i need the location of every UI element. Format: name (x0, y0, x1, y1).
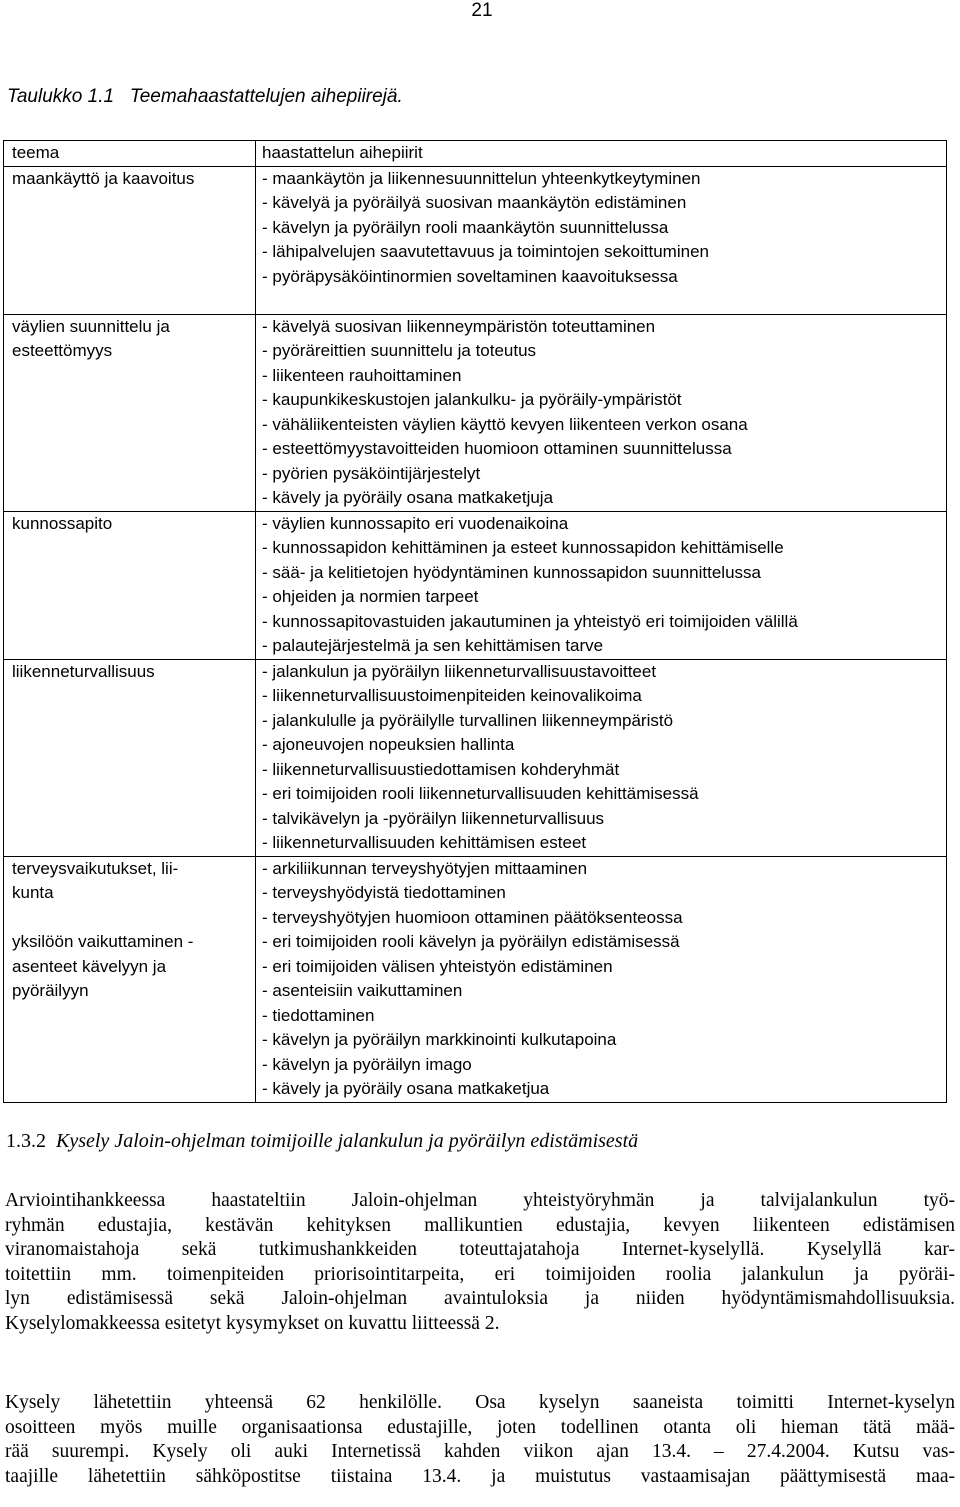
paragraph-line: viranomaistahoja sekä tutkimushankkeiden toteuttajatahoja Internet-kyselyllä. Kyselyllä kar- (5, 1239, 955, 1261)
topic-item: - kävelyn ja pyöräilyn rooli maankäytön suunnittelussa (262, 217, 669, 237)
theme-line: pyöräilyyn (12, 981, 89, 1000)
topic-item: - eri toimijoiden rooli kävelyn ja pyöräilyn edistämisessä (262, 932, 680, 951)
topic-item: - ohjeiden ja normien tarpeet (262, 587, 479, 606)
topic-item: - kävely ja pyöräily osana matkaketjua (262, 1079, 550, 1098)
header-topics: haastattelun aihepiirit (256, 141, 947, 167)
theme-cell (4, 166, 256, 314)
topic-item: - pyöräpysäköintinormien soveltaminen kaavoituksessa (262, 266, 678, 286)
paragraph-1 (5, 1189, 955, 1337)
topic-item: - liikenneturvallisuustiedottamisen kohderyhmät (262, 759, 620, 779)
table-header-row (4, 141, 947, 167)
paragraph-line: toitettiin mm. toimenpiteiden priorisointitarpeita, eri toimijoiden roolia jalankulun ja pyöräi- (5, 1263, 955, 1285)
page-number: 21 (471, 0, 493, 21)
paragraph-2 (5, 1391, 955, 1489)
topic-item: - terveyshyödyistä tiedottaminen (262, 883, 506, 902)
topic-item: - kävely ja pyöräily osana matkaketjuja (262, 488, 554, 507)
topic-item: - liikenneturvallisuuden kehittämisen esteet (262, 833, 587, 852)
theme-cell (4, 659, 256, 856)
topic-item: - esteettömyystavoitteiden huomioon ottaminen suunnittelussa (262, 439, 732, 458)
topic-item: - kävelyä ja pyöräilyä suosivan maankäytön edistäminen (262, 193, 687, 212)
topics-cell (256, 511, 947, 659)
topic-item: - talvikävelyn ja -pyöräilyn liikenneturvallisuus (262, 808, 605, 828)
theme-cell (4, 511, 256, 659)
table-row (4, 659, 947, 856)
topic-item: - liikenteen rauhoittaminen (262, 365, 462, 385)
topic-item: - liikenneturvallisuustoimenpiteiden keinovalikoima (262, 686, 642, 705)
topic-item: - terveyshyötyjen huomioon ottaminen päätöksenteossa (262, 907, 683, 927)
paragraph-line: Arviointihankkeessa haastateltiin Jaloin-ohjelman yhteistyöryhmän ja talvijalankulun työ- (5, 1190, 955, 1211)
topics-cell (256, 659, 947, 856)
theme-line: yksilöön vaikuttaminen - (12, 932, 194, 951)
topic-item: - sää- ja kelitietojen hyödyntäminen kunnossapidon suunnittelussa (262, 562, 761, 582)
topic-item: - tiedottaminen (262, 1005, 375, 1025)
theme-line: kunta (12, 883, 54, 902)
topic-item: - kävelyn ja pyöräilyn imago (262, 1054, 472, 1074)
topic-item: - vähäliikenteisten väylien käyttö kevyen liikenteen verkon osana (262, 414, 748, 434)
paragraph-line: taajille lähetettiin sähköpostitse tiistaina 13.4. ja muistutus vastaamisajan päättymisestä maa- (5, 1465, 955, 1487)
topic-item: - maankäytön ja liikennesuunnittelun yhteenkytkeytyminen (262, 168, 701, 188)
paragraph-line: osoitteen myös muille organisaationsa edustajille, joten todellinen otanta oli hieman tätä mää- (5, 1416, 955, 1438)
paragraph-line: lyn edistämisessä sekä Jaloin-ohjelman avaintuloksia ja niiden hyödyntämismahdollisuuksia. (5, 1288, 955, 1310)
theme-line: terveysvaikutukset, lii- (12, 858, 179, 878)
table-row (4, 511, 947, 659)
topics-cell (256, 166, 947, 314)
topic-item: - pyöräreittien suunnittelu ja toteutus (262, 341, 537, 360)
topic-item: - arkiliikunnan terveyshyötyjen mittaaminen (262, 858, 588, 878)
topic-item: - väylien kunnossapito eri vuodenaikoina (262, 513, 569, 533)
topic-item: - kävelyn ja pyöräilyn markkinointi kulkutapoina (262, 1030, 617, 1049)
topic-item: - eri toimijoiden rooli liikenneturvallisuuden kehittämisessä (262, 784, 699, 803)
section-title: Kysely Jaloin-ohjelman toimijoille jalankulun ja pyöräilyn edistämisestä (56, 1130, 639, 1152)
theme-line: maankäyttö ja kaavoitus (12, 168, 195, 188)
section-heading (6, 1127, 638, 1155)
header-theme: teema (4, 141, 256, 167)
topic-item: - kunnossapitovastuiden jakautuminen ja yhteistyö eri toimijoiden välillä (262, 611, 798, 631)
theme-line (12, 906, 255, 931)
topics-cell (256, 856, 947, 1102)
theme-line: liikenneturvallisuus (12, 661, 155, 681)
topic-item: - pyörien pysäköintijärjestelyt (262, 463, 481, 483)
topic-item: - lähipalvelujen saavutettavuus ja toimintojen sekoittuminen (262, 242, 709, 261)
topic-item: - jalankulun ja pyöräilyn liikenneturvallisuustavoitteet (262, 661, 657, 681)
theme-line: väylien suunnittelu ja (12, 316, 170, 336)
paragraph-line: ryhmän edustajia, kestävän kehityksen mallikuntien edustajia, kevyen liikenteen edistämisen (5, 1214, 955, 1236)
paragraph-line: rää suurempi. Kysely oli auki Internetissä kahden viikon ajan 13.4. – 27.4.2004. Kutsu vas- (5, 1441, 955, 1463)
topic-item: - ajoneuvojen nopeuksien hallinta (262, 735, 515, 754)
interview-topics-table (3, 140, 947, 1103)
topics-cell (256, 314, 947, 511)
theme-line: esteettömyys (12, 341, 113, 360)
theme-line: asenteet kävelyyn ja (12, 956, 167, 976)
table-row (4, 166, 947, 314)
theme-cell (4, 856, 256, 1102)
topic-item: - asenteisiin vaikuttaminen (262, 981, 463, 1000)
theme-line: kunnossapito (12, 513, 113, 533)
paragraph-line: Kyselylomakkeessa esitetyt kysymykset on kuvattu liitteessä 2. (5, 1312, 500, 1334)
table-row (4, 856, 947, 1102)
section-number: 1.3.2 (6, 1130, 46, 1152)
topic-item: - palautejärjestelmä ja sen kehittämisen tarve (262, 636, 604, 655)
topic-item: - kävelyä suosivan liikenneympäristön toteuttaminen (262, 316, 656, 336)
topic-item: - eri toimijoiden välisen yhteistyön edistäminen (262, 956, 613, 976)
topic-item: - kaupunkikeskustojen jalankulku- ja pyöräily-ympäristöt (262, 390, 682, 409)
topic-item: - jalankululle ja pyöräilylle turvallinen liikenneympäristö (262, 710, 674, 730)
table-caption: Taulukko 1.1 Teemahaastattelujen aihepiirejä. (7, 86, 403, 107)
table-row (4, 314, 947, 511)
paragraph-line: Kysely lähetettiin yhteensä 62 henkilölle. Osa kyselyn saaneista toimitti Internet-kyselyn (5, 1392, 955, 1413)
topic-item: - kunnossapidon kehittäminen ja esteet kunnossapidon kehittämiselle (262, 538, 784, 557)
theme-cell (4, 314, 256, 511)
